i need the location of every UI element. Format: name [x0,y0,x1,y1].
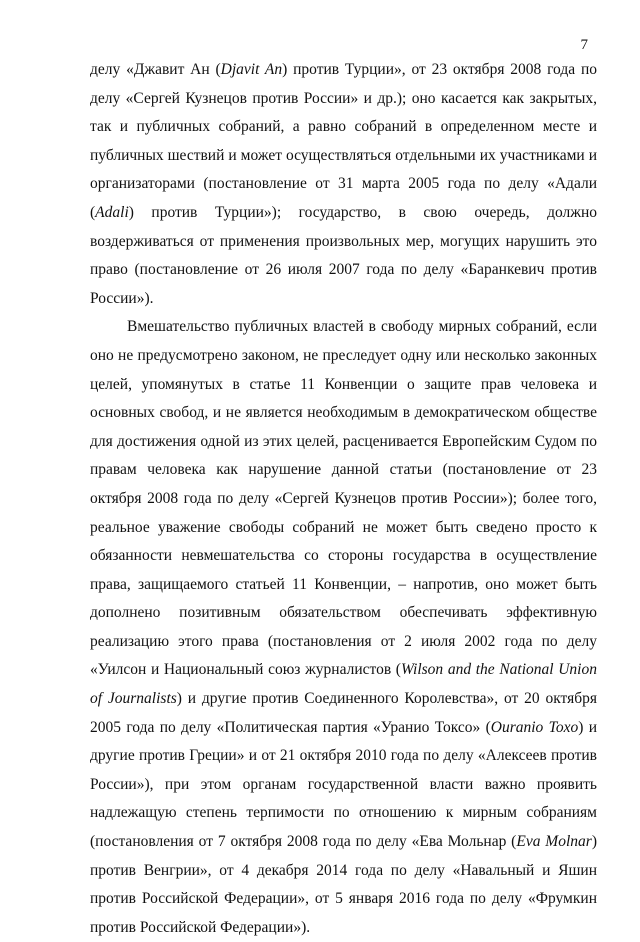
paragraph-text: ) против Турции», от 23 октября 2008 года по делу «Сергей Кузнецов против России» и др.); оно касается как закрытых, так и публичных собраний, а равно собраний в определенном месте и публичных шествий и может осуществляться отдельными их участниками и организаторами (постановление от 31 марта 2005 года по делу «Адали ( [90,61,597,221]
paragraph-text: Вмешательство публичных властей в свободу мирных собраний, если оно не предусмотрено законом, не преследует одну или несколько законных целей, упомянутых в статье 11 Конвенции о защите прав человека и основных свобод, и не является необходимым в демократическом обществе для достижения одной из этих целей, расценивается Европейским Судом по правам человека как нарушение данной статьи (постановление от 23 октября 2008 года по делу «Сергей Кузнецов против России»); более того, реальное уважение свободы собраний не может быть сведено просто к обязанности невмешательства со стороны государства в осуществление права, защищаемого статьей 11 Конвенции, – напротив, оно может быть дополнено позитивным обязательством обеспечивать эффективную реализацию этого права (постановления от 2 июля 2002 года по делу «Уилсон и Национальный союз журналистов ( [90,318,597,679]
paragraph-text: ) против Турции»); государство, в свою очередь, должно воздерживаться от применения произвольных мер, могущих нарушить это право (постановление от 26 июля 2007 года по делу «Баранкевич против России»). [90,203,597,307]
paragraph-2 [90,313,597,942]
italic-case-name: Eva Molnar [516,833,592,851]
paragraph-text: ) и другие против Греции» и от 21 октября 2010 года по делу «Алексеев против России»), при этом органам государственной власти важно проявить надлежащую степень терпимости по отношению к мирным собраниям (постановления от 7 октября 2008 года по делу «Ева Мольнар ( [90,718,597,851]
italic-case-name: Ouranio Toxo [490,718,579,736]
paragraph-text: ) против Венгрии», от 4 декабря 2014 года по делу «Навальный и Яшин против Российской Федерации», от 5 января 2016 года по делу «Фрумкин против Российской Федерации»). [90,833,597,936]
paragraph-text: ) и другие против Соединенного Королевства», от 20 октября 2005 года по делу «Политическая партия «Уранио Токсо» ( [90,690,597,736]
paragraph-text: делу «Джавит Ан ( [90,61,221,78]
italic-case-name: Wilson and the National Union of Journalists [90,661,597,708]
italic-case-name: Djavit An [220,61,283,78]
page-number: 7 [580,37,588,53]
document-body [90,56,597,942]
italic-case-name: Adali [95,203,129,221]
paragraph-1 [90,56,597,313]
